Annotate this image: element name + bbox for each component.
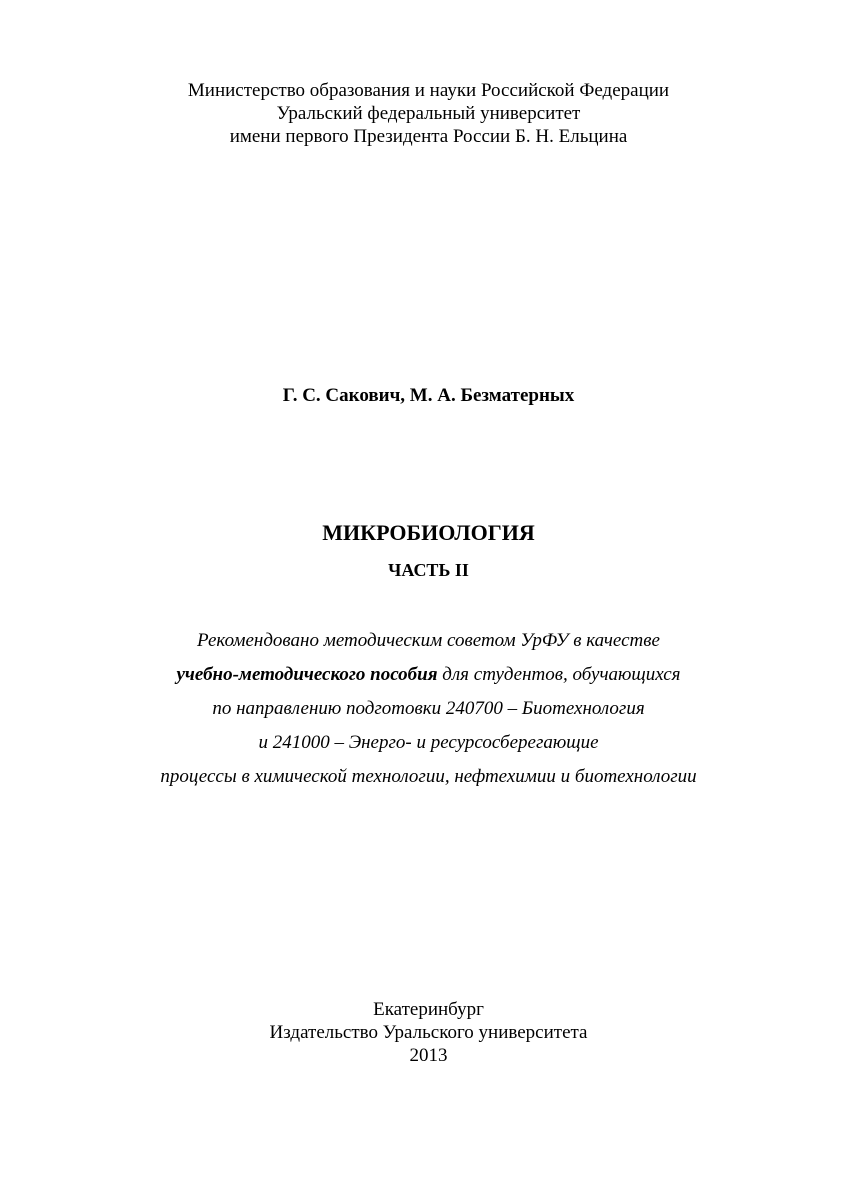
imprint-city: Екатеринбург (373, 999, 484, 1020)
imprint-publisher: Издательство Уральского университета (269, 1022, 588, 1043)
recommendation-line: по направлению подготовки 240700 – Биотехнология (212, 698, 645, 719)
imprint-year: 2013 (409, 1045, 448, 1066)
imprint (0, 998, 857, 1067)
recommendation-line: процессы в химической технологии, нефтехимии и биотехнологии (160, 766, 697, 787)
recommendation-emphasis: учебно-методического пособия (176, 664, 438, 685)
ministry-line: Министерство образования и науки Российской Федерации (187, 80, 670, 101)
recommendation-note (0, 624, 857, 794)
authors: Г. С. Сакович, М. А. Безматерных (282, 385, 575, 406)
university-line: Уральский федеральный университет (276, 103, 581, 124)
book-part: ЧАСТЬ II (388, 560, 469, 580)
recommendation-line: и 241000 – Энерго- и ресурсосберегающие (258, 732, 599, 753)
recommendation-line: Рекомендовано методическим советом УрФУ в качестве (197, 630, 660, 651)
recommendation-line (0, 658, 857, 692)
book-title: МИКРОБИОЛОГИЯ (322, 520, 535, 545)
institution-header (0, 79, 857, 148)
recommendation-text: для студентов, обучающихся (437, 664, 681, 685)
university-name-line: имени первого Президента России Б. Н. Ельцина (229, 126, 628, 147)
